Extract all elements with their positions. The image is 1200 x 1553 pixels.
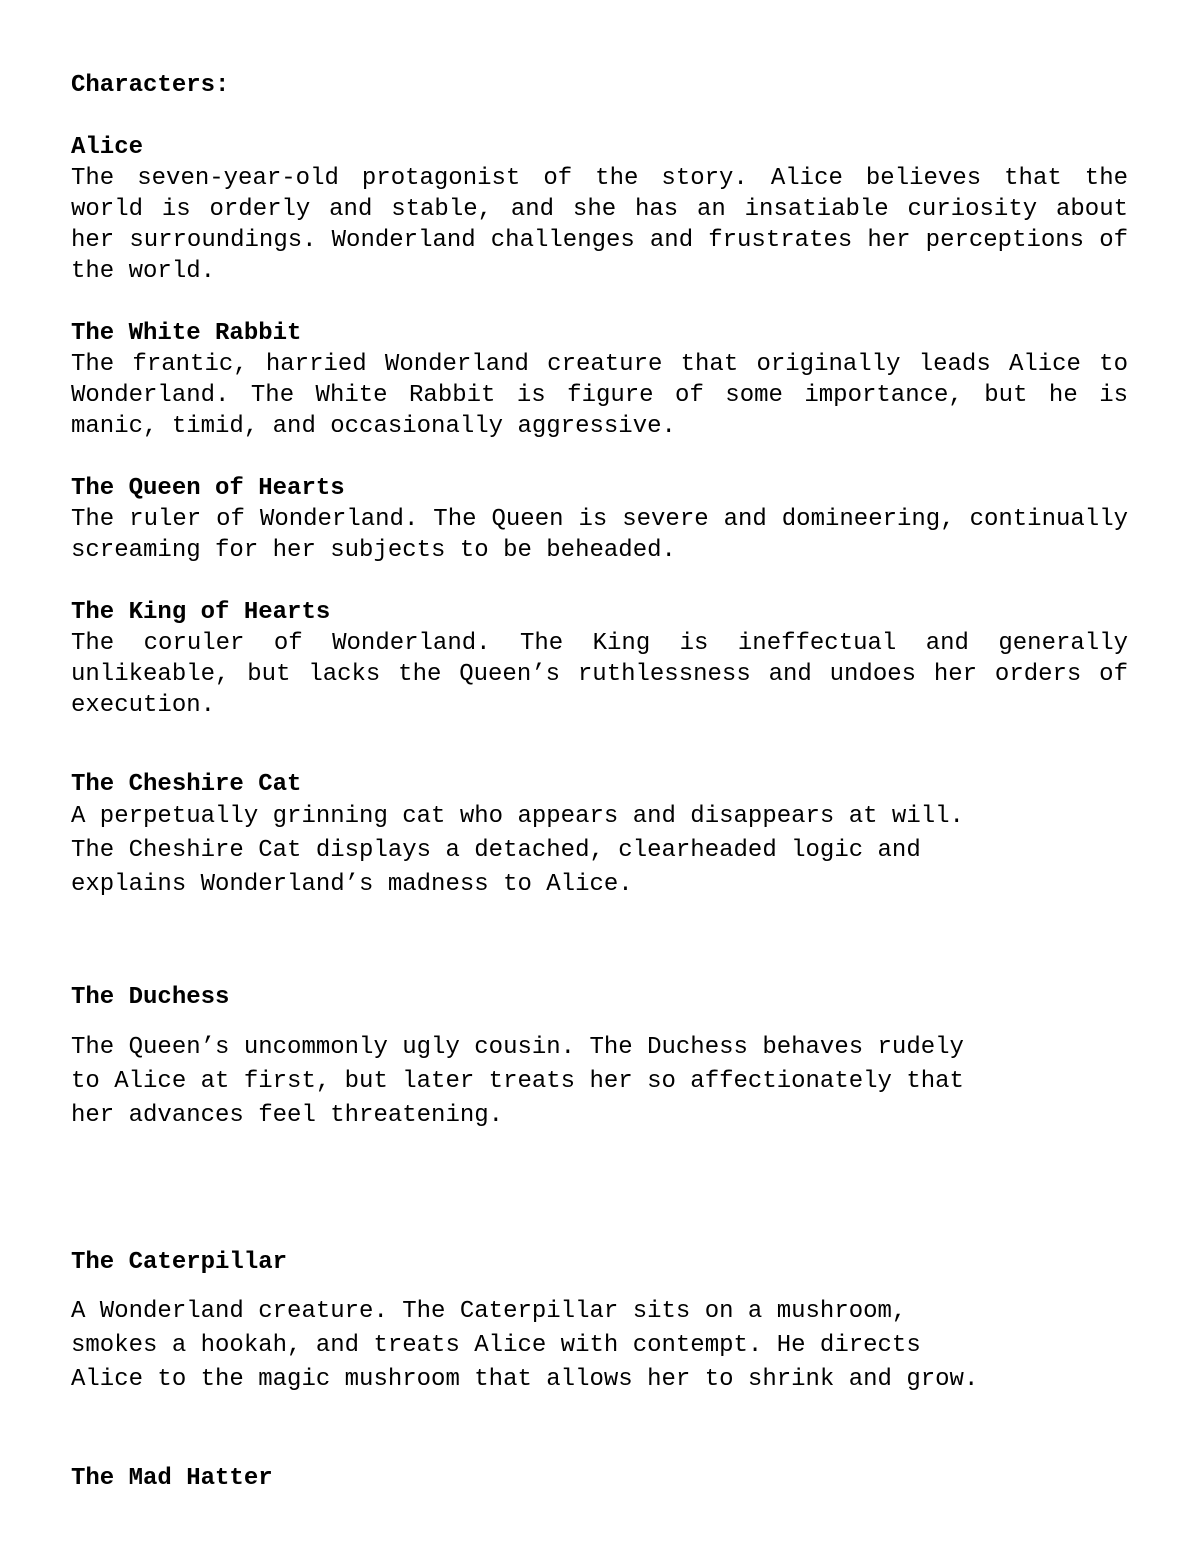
description-line: her advances feel threatening. [71, 1102, 504, 1129]
character-entry-caterpillar [71, 1247, 1128, 1397]
character-entry-cheshire-cat [71, 769, 1128, 902]
character-entry-mad-hatter [71, 1463, 1128, 1494]
character-entry-alice [71, 132, 1128, 287]
spacer [71, 101, 1128, 132]
character-entry-white-rabbit [71, 318, 1128, 442]
description-line: Alice to the magic mushroom that allows her to shrink and grow. [71, 1366, 979, 1393]
character-entry-king-of-hearts [71, 597, 1128, 721]
character-name: The Mad Hatter [71, 1465, 273, 1492]
character-description: The seven-year-old protagonist of the story. Alice believes that the world is orderly and stable, and she has an insatiable curiosity about her surroundings. Wonderland challenges and frustrates her perceptions of the world. [71, 165, 1128, 285]
character-description [71, 800, 1128, 902]
character-name: The White Rabbit [71, 320, 302, 347]
character-name: The Duchess [71, 984, 230, 1011]
character-name: Alice [71, 134, 144, 161]
character-name: The Queen of Hearts [71, 475, 345, 502]
character-description: The ruler of Wonderland. The Queen is severe and domineering, continually screaming for her subjects to be beheaded. [71, 506, 1128, 564]
section-title: Characters: [71, 72, 230, 99]
spacer [71, 287, 1128, 318]
spacer [71, 566, 1128, 597]
spacer [71, 442, 1128, 473]
character-name: The Caterpillar [71, 1249, 288, 1276]
description-line: A perpetually grinning cat who appears and disappears at will. [71, 803, 964, 830]
description-line: smokes a hookah, and treats Alice with contempt. He directs [71, 1332, 921, 1359]
character-name: The Cheshire Cat [71, 771, 302, 798]
character-entry-duchess [71, 982, 1128, 1133]
character-entry-queen-of-hearts [71, 473, 1128, 566]
character-description [71, 1031, 1128, 1133]
description-line: to Alice at first, but later treats her so affectionately that [71, 1068, 964, 1095]
description-line: A Wonderland creature. The Caterpillar sits on a mushroom, [71, 1298, 907, 1325]
description-line: explains Wonderland’s madness to Alice. [71, 871, 633, 898]
description-line: The Queen’s uncommonly ugly cousin. The Duchess behaves rudely [71, 1034, 964, 1061]
character-description [71, 1295, 1128, 1397]
character-name: The King of Hearts [71, 599, 331, 626]
character-description: The coruler of Wonderland. The King is ineffectual and generally unlikeable, but lacks the Queen’s ruthlessness and undoes her orders of execution. [71, 630, 1128, 719]
description-line: The Cheshire Cat displays a detached, clearheaded logic and [71, 837, 921, 864]
document-page [71, 70, 1128, 1494]
character-description: The frantic, harried Wonderland creature that originally leads Alice to Wonderland. The White Rabbit is figure of some importance, but he is manic, timid, and occasionally aggressive. [71, 351, 1128, 440]
